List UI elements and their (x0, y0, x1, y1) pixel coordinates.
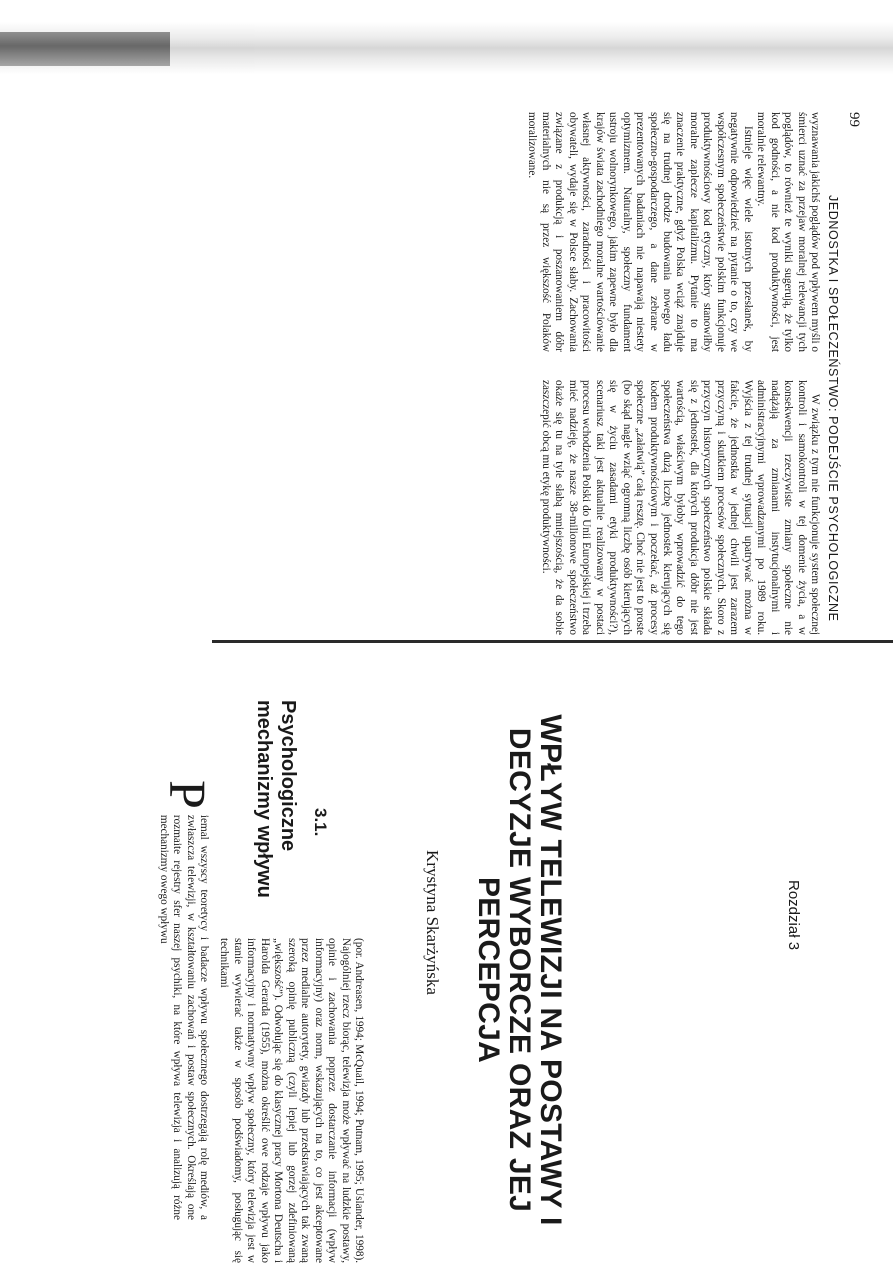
page-number: 99 (846, 112, 862, 127)
text-column-3 (156, 780, 215, 1220)
chapter-title: WPŁYW TELEWIZJI NA POSTAWY I DECYZJE WYBORCZE ORAZ JEJ PERCEPCJA (472, 714, 567, 1226)
drop-cap: P (158, 780, 215, 809)
chapter-label: Rozdział 3 (785, 880, 802, 951)
section-title: Psychologiczne mechanizmy wpływu (253, 700, 299, 898)
scan-edge-shadow (0, 22, 893, 74)
page-divider (212, 640, 893, 643)
text-column-1 (525, 112, 821, 352)
author-name: Krystyna Skarżyńska (423, 850, 442, 995)
paragraph: Istnieje więc wiele istotnych przesłanek, by negatywnie odpowiedzieć na pytanie o to, czy we współczesnym społeczeństwie polskim funkcjonuje produktywnościowy kod etyczny, który stanowiłby moralne zaplecze kapitalizmu. Pytanie to ma znaczenie praktyczne, gdyż Polska wciąż znajduje się na trudnej drodze budowania nowego ładu społeczno-gospodarczego, a dane zebrane w prezentowanych badaniach nie napawają niestety optymizmem. Naturalny, społeczny fundament ustroju wolnorynkowego, jakim zapewne było dla krajów świata zachodniego moralne wartościowanie własnej aktywności, zaradności i pracowitości obywateli, wydaje się w Polsce słaby. Zachowania związane z produkcją i poszanowaniem dóbr materialnych nie są przez większość Polaków moralizowane. (526, 112, 754, 352)
paragraph: wyznawania jakichś poglądów pod wpływem myśli o śmierci uznać za przejaw moralnej relewancji tych poglądów, to również te wyniki sugerują, że tylko kod godności, a nie kod produktywności, jest moralnie relewantny. (755, 112, 821, 352)
paragraph: W związku z tym nie funkcjonuje system społecznej kontroli i samokontroli w tej domenie życia, a w konsekwencji rzeczywiste zmiany społeczne nie nadążają za zmianami instytucjonalnymi i administracyjnymi wprowadzanymi po 1989 roku. Wyjścia z tej trudnej sytuacji upatrywać można w fakcie, że jednostka w jednej chwili jest zarazem przyczyną i skutkiem procesów społecznych. Skoro z przyczyn historycznych społeczeństwo polskie składa się z jednostek, dla których produkcja dóbr nie jest wartością, właściwym byłoby wprowadzić do tego społeczeństwa dużą liczbę jednostek kierujących się kodem produktywnościowym i poczekać, aż procesy społeczne „załatwią” całą resztę. Choć nie jest to proste (bo skąd nagle wziąć ogromną liczbę osób kierujących się w życiu zasadami etyki produktywności?), scenariusz taki jest aktualnie realizowany w postaci procesu wchodzenia Polski do Unii Europejskiej i trzeba mieć nadzieję, że nasze 38-milionowe społeczeństwo okaże się tu na tyle słabą mniejszością, że da sobie zaszczepić obcą mu etykę produktywności. (539, 380, 821, 635)
paragraph (156, 780, 215, 1220)
text-column-4 (217, 938, 365, 1263)
paragraph-text: iemal wszyscy teoretycy i badacze wpływu społecznego dostrzegają rolę mediów, a zwłaszcza telewizji, w kształtowaniu zachowań i postaw społecznych. Określają one rozmaite rejestry sfer naszej psychiki, na które wpływa telewizja i analizują różne mechanizmy owego wpływu (157, 814, 210, 1220)
text-column-2 (538, 380, 821, 635)
section-number: 3.1. (311, 808, 330, 837)
paragraph: (por. Andreasen, 1994; McQuail, 1994; Putnam, 1995; Uslander, 1998). Najogólniej rzecz biorąc, telewizja może wpływać na ludzkie postawy, opinie i zachowania poprzez dostarczanie informacji (wpływ informacyjny) oraz norm, wskazujących na to, co jest akceptowane przez medialne autorytety, gwiazdy lub przedstawiających tak zwaną szeroką opinię publiczną (czyli lepiej lub gorzej zdefiniowaną „większość”). Odwołując się do klasycznej pracy Mortona Deutscha i Harolda Gerarda (1955), można określić owe rodzaje wpływu jako informacyjny i normatywny wpływ społeczny, który telewizja jest w stanie wywierać także w sposób podświadomy, posługując się technikami (218, 938, 365, 1263)
running-head: JEDNOSTKA I SPOŁECZEŃSTWO: PODEJŚCIE PSYCHOLOGICZNE (826, 195, 840, 622)
